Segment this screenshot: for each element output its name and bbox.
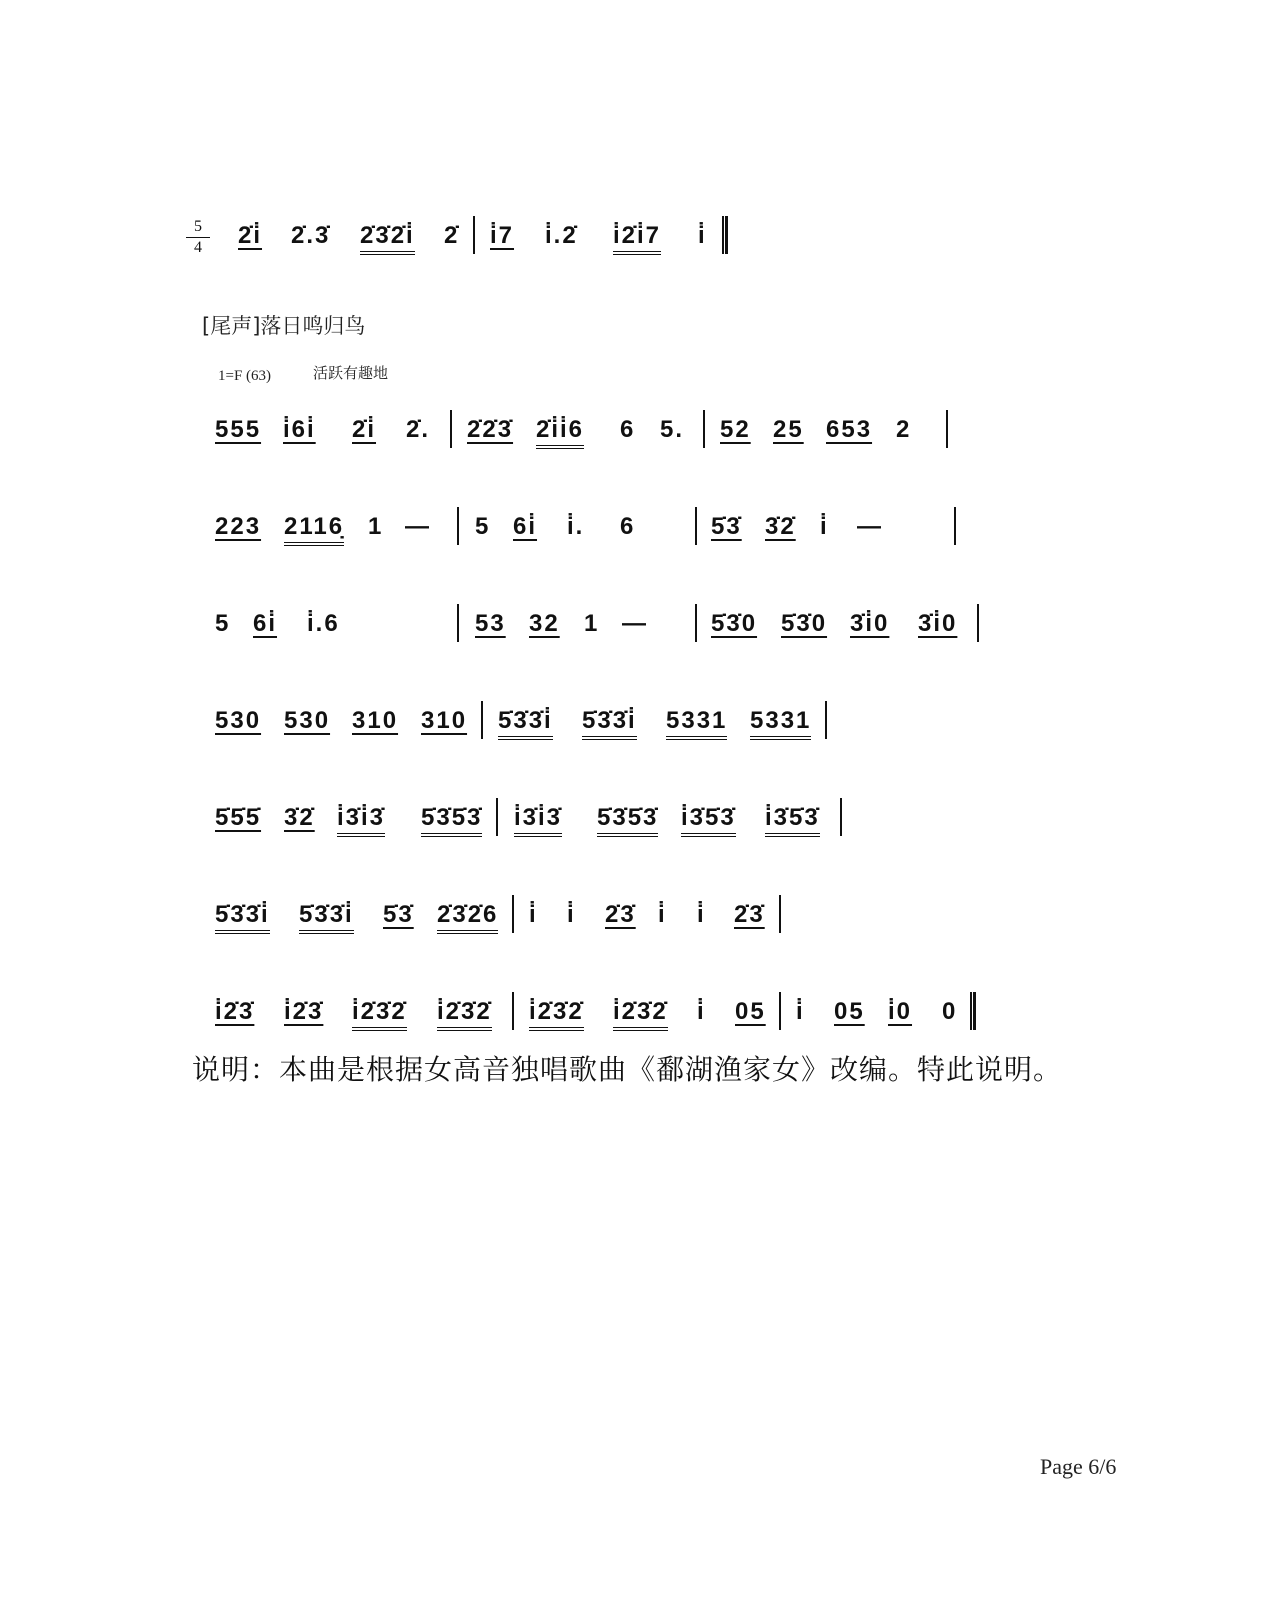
barline	[512, 895, 514, 933]
barline	[481, 701, 483, 739]
note-group: i̇3̇i̇3̇	[337, 806, 385, 837]
tempo-marking: 活跃有趣地	[313, 364, 389, 382]
note-group: 2̇i̇	[352, 416, 377, 443]
score-line-6	[0, 895, 1272, 965]
note-group: i̇2̇3̇2̇	[529, 1000, 584, 1031]
barline	[473, 216, 475, 254]
note-group: 3̇2̇	[765, 513, 796, 540]
note-group: i̇	[658, 901, 667, 928]
note-group: 223	[215, 513, 262, 540]
note-group: i̇7	[490, 222, 515, 249]
note-group: i̇3̇i̇3̇	[514, 806, 562, 837]
note-group: 2̇3̇2̇i̇	[360, 224, 415, 255]
note-group: i̇	[796, 998, 805, 1025]
note-group: i̇2̇3̇2̇	[352, 1000, 407, 1031]
note-group: 3̇i̇0	[850, 610, 890, 637]
note-group: 2̇2̇3̇	[467, 416, 514, 443]
time-signature-denominator: 4	[194, 239, 202, 256]
barline	[840, 798, 842, 836]
note-group: 05	[834, 998, 865, 1025]
note-group: 2116̣	[284, 515, 344, 546]
note-group: 52	[720, 416, 751, 443]
note-group: —	[857, 513, 883, 540]
barline	[703, 410, 705, 448]
note-group: 53	[475, 610, 506, 637]
note-group: 5̇3̇	[711, 513, 742, 540]
barline	[779, 895, 781, 933]
note-group: i̇.6	[307, 610, 340, 637]
barline	[825, 701, 827, 739]
note-group: 653	[826, 416, 873, 443]
note-group: i̇	[567, 901, 576, 928]
barline	[946, 410, 948, 448]
page-number: Page 6/6	[1040, 1454, 1117, 1479]
note-group: 5̇3̇0	[781, 610, 828, 637]
barline	[954, 507, 956, 545]
barline	[512, 992, 514, 1030]
note-group: 5̇3̇	[383, 901, 414, 928]
barline	[695, 507, 697, 545]
note-group: 6	[620, 513, 636, 540]
score-line-5	[0, 798, 1272, 868]
note-group: 6i̇	[253, 610, 278, 637]
note-group: 2̇3̇	[605, 901, 636, 928]
note-group: 2̇i̇	[238, 222, 263, 249]
barline	[457, 507, 459, 545]
note-group: i̇.2̇	[545, 222, 578, 249]
note-group: i̇	[697, 901, 706, 928]
note-group: i̇6i̇	[283, 416, 316, 443]
note-group: 2̇3̇	[734, 901, 765, 928]
section-title: [尾声]落日鸣归鸟	[202, 314, 366, 338]
note-group: 530	[215, 707, 262, 734]
score-line-3	[0, 604, 1272, 674]
note-group: 3̇2̇	[284, 804, 315, 831]
note-group: 2̇	[444, 222, 460, 249]
note-group: i̇2̇3̇2̇	[613, 1000, 668, 1031]
note-group: 1	[368, 513, 384, 540]
note-group: i̇.	[567, 513, 585, 540]
note-group: —	[622, 610, 648, 637]
note-group: 0	[942, 998, 958, 1025]
note-group: i̇	[820, 513, 829, 540]
note-group: 6	[620, 416, 636, 443]
note-group: i̇	[529, 901, 538, 928]
note-group: i̇3̇5̇3̇	[765, 806, 820, 837]
barline	[779, 992, 781, 1030]
score-line-4	[0, 701, 1272, 771]
barline	[695, 604, 697, 642]
note-group: 555	[215, 416, 262, 443]
note-group: i̇0	[888, 998, 913, 1025]
note-group: 1	[584, 610, 600, 637]
score-line-top	[0, 216, 1272, 286]
score-line-2	[0, 507, 1272, 577]
note-group: 5̇3̇0	[711, 610, 758, 637]
note-group: —	[405, 513, 431, 540]
final-barline	[970, 992, 976, 1030]
note-group: 310	[421, 707, 468, 734]
note-group: 5̇3̇3̇i̇	[582, 709, 637, 740]
note-group: 5331	[666, 709, 727, 740]
note-group: 5331	[750, 709, 811, 740]
key-signature: 1=F (63)	[218, 368, 272, 384]
note-group: 5	[215, 610, 231, 637]
note-group: i̇	[698, 222, 707, 249]
note-group: 5̇5̇5̇	[215, 804, 262, 831]
note-group: 6i̇	[513, 513, 538, 540]
note-group: 05	[735, 998, 766, 1025]
note-group: 2̇.3̇	[291, 222, 331, 249]
note-group: 5̇3̇3̇i̇	[498, 709, 553, 740]
note-group: 2̇3̇2̇6	[437, 903, 498, 934]
note-group: 5̇3̇3̇i̇	[299, 903, 354, 934]
note-group: 5.	[660, 416, 685, 443]
note-group: 32	[529, 610, 560, 637]
note-group: i̇2̇3̇2̇	[437, 1000, 492, 1031]
note-group: i̇2̇3̇	[284, 998, 324, 1025]
note-group: 5̇3̇3̇i̇	[215, 903, 270, 934]
note-group: 5	[475, 513, 491, 540]
note-group: 3̇i̇0	[918, 610, 958, 637]
note-group: 5̇3̇5̇3̇	[597, 806, 658, 837]
note-group: 5̇3̇5̇3̇	[421, 806, 482, 837]
note-group: 25	[773, 416, 804, 443]
note-group: 2̇i̇i̇6	[536, 418, 584, 449]
note-group: i̇3̇5̇3̇	[681, 806, 736, 837]
explanatory-note: 说明：本曲是根据女高音独唱歌曲《鄱湖渔家女》改编。特此说明。	[192, 1053, 1063, 1086]
barline	[457, 604, 459, 642]
note-group: 2	[896, 416, 912, 443]
barline	[977, 604, 979, 642]
final-barline	[722, 216, 728, 254]
note-group: i̇2̇3̇	[215, 998, 255, 1025]
time-signature-numerator: 5	[194, 218, 202, 235]
note-group: i̇	[697, 998, 706, 1025]
barline	[450, 410, 452, 448]
score-line-1	[0, 410, 1272, 480]
note-group: 310	[352, 707, 399, 734]
barline	[496, 798, 498, 836]
note-group: 2̇.	[406, 416, 431, 443]
note-group: i̇2̇i̇7	[613, 224, 661, 255]
note-group: 530	[284, 707, 331, 734]
